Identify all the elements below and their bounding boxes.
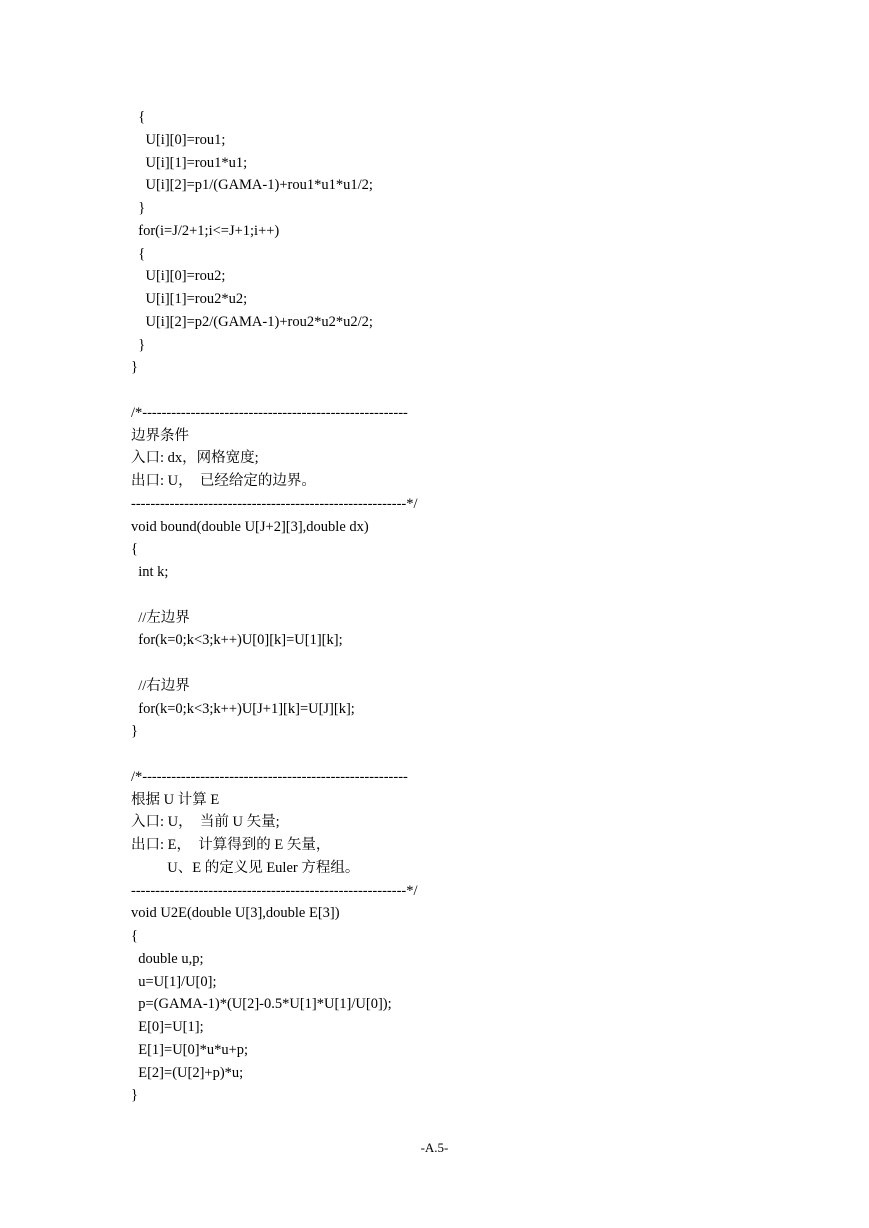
comment-line: 边界条件 bbox=[131, 427, 189, 444]
code-line: { bbox=[131, 109, 146, 125]
code-listing bbox=[131, 106, 831, 1107]
code-line: int k; bbox=[131, 564, 169, 580]
comment-line: 入口: U， 当前 U 矢量; bbox=[131, 814, 280, 831]
code-line: U[i][0]=rou1; bbox=[131, 131, 226, 148]
code-line: { bbox=[131, 541, 138, 558]
blank-line bbox=[131, 584, 831, 607]
code-line: } bbox=[131, 723, 138, 740]
code-line: } bbox=[131, 200, 146, 216]
page-number: -A.5- bbox=[420, 1140, 449, 1155]
code-line: for(i=J/2+1;i<=J+1;i++) bbox=[131, 222, 280, 239]
code-line: } bbox=[131, 336, 146, 353]
comment-line: 入口: dx，网格宽度; bbox=[131, 450, 259, 467]
comment-line: 出口: U， 已经给定的边界。 bbox=[131, 473, 316, 489]
code-line: E[0]=U[1]; bbox=[131, 1019, 204, 1035]
code-line: U[i][2]=p2/(GAMA-1)+rou2*u2*u2/2; bbox=[131, 313, 373, 330]
blank-line bbox=[131, 652, 831, 675]
comment-line: 根据 U 计算 E bbox=[131, 791, 220, 808]
blank-line bbox=[131, 743, 831, 766]
code-line: { bbox=[131, 245, 146, 262]
code-line: } bbox=[131, 1087, 138, 1104]
code-line: U[i][1]=rou2*u2; bbox=[131, 291, 248, 307]
blank-line bbox=[131, 379, 831, 402]
code-line: { bbox=[131, 928, 138, 944]
code-line: double u,p; bbox=[131, 950, 204, 967]
code-line: u=U[1]/U[0]; bbox=[131, 973, 217, 990]
comment-line: //右边界 bbox=[131, 677, 190, 694]
comment-line: ---------------------------------------------------------*/ bbox=[131, 882, 418, 899]
code-line: E[2]=(U[2]+p)*u; bbox=[131, 1064, 244, 1081]
code-line: U[i][0]=rou2; bbox=[131, 268, 226, 285]
code-line: void bound(double U[J+2][3],double dx) bbox=[131, 518, 369, 535]
comment-line: 出口: E， 计算得到的 E 矢量， bbox=[131, 837, 331, 853]
comment-line: /*------------------------------------------------------- bbox=[131, 404, 408, 421]
code-line: U[i][1]=rou1*u1; bbox=[131, 154, 248, 171]
code-line: E[1]=U[0]*u*u+p; bbox=[131, 1041, 249, 1058]
comment-line: U、E 的定义见 Euler 方程组。 bbox=[131, 859, 360, 876]
code-line: for(k=0;k<3;k++)U[0][k]=U[1][k]; bbox=[131, 632, 343, 649]
code-line: } bbox=[131, 359, 138, 376]
comment-line: //左边界 bbox=[131, 609, 190, 626]
code-line: p=(GAMA-1)*(U[2]-0.5*U[1]*U[1]/U[0]); bbox=[131, 996, 392, 1013]
comment-line: /*------------------------------------------------------- bbox=[131, 768, 408, 785]
code-line: U[i][2]=p1/(GAMA-1)+rou1*u1*u1/2; bbox=[131, 177, 373, 194]
code-line: for(k=0;k<3;k++)U[J+1][k]=U[J][k]; bbox=[131, 700, 355, 717]
comment-line: ---------------------------------------------------------*/ bbox=[131, 495, 418, 512]
code-line: void U2E(double U[3],double E[3]) bbox=[131, 905, 340, 922]
